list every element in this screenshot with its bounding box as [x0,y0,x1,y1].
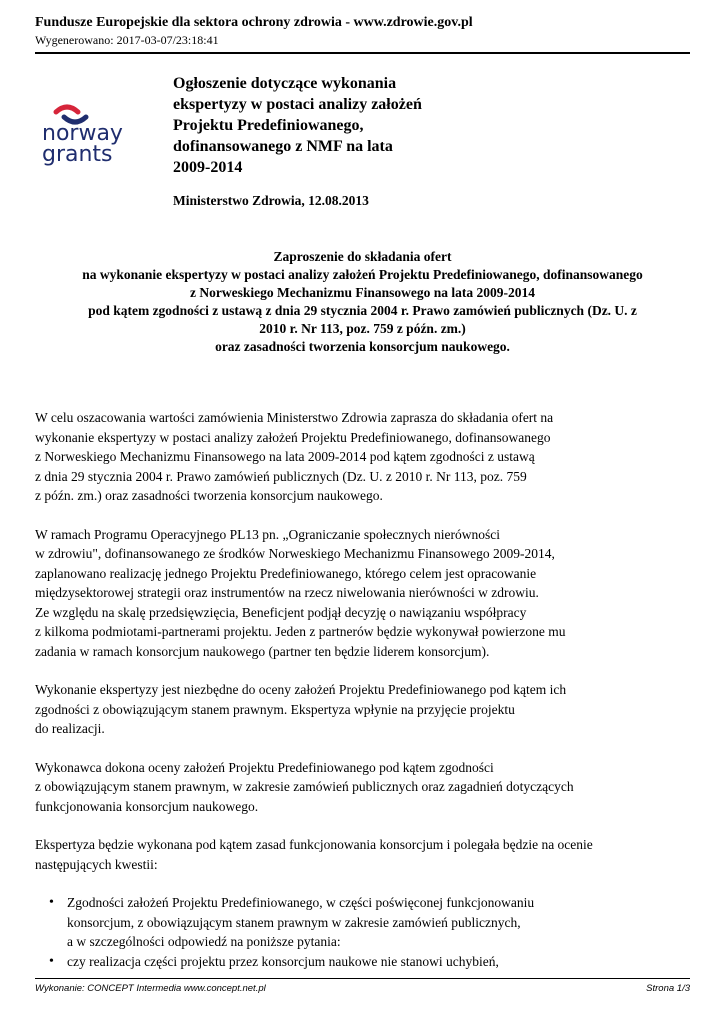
article-title-line: Projektu Predefiniowanego, [173,117,364,134]
text-line: funkcjonowania konsorcjum naukowego. [35,798,259,814]
norway-grants-logo [36,96,148,176]
invitation-heading [35,248,690,356]
text-line: wykonanie ekspertyzy w postaci analizy założeń Projektu Predefiniowanego, dofinansowanego [35,429,551,445]
invitation-line: pod kątem zgodności z ustawą z dnia 29 stycznia 2004 r. Prawo zamówień publicznych (Dz. U. z [88,303,637,318]
logo-word-2: grants [42,142,113,167]
text-line: w zdrowiu", dofinansowanego ze środków Norweskiego Mechanizmu Finansowego 2009-2014, [35,546,555,561]
text-line: konsorcjum, z obowiązującym stanem prawnym w zakresie zamówień publicznych, [67,914,521,930]
text-line: zgodności z obowiązującym stanem prawnym. Ekspertyza wpłynie na przyjęcie projektu [35,701,515,717]
text-line: z Norweskiego Mechanizmu Finansowego na lata 2009-2014 pod kątem zgodności z ustawą [35,449,535,464]
footer-divider [35,978,690,979]
text-line: międzysektorowej strategii oraz instrumentów na rzecz niwelowania nierówności w zdrowiu. [35,585,539,600]
paragraph-scope [35,835,690,874]
article-title-line: ekspertyzy w postaci analizy założeń [173,96,422,113]
scope-bullet-list [35,893,690,971]
text-line: a w szczególności odpowiedź na poniższe pytania: [67,934,341,949]
article-header [173,73,503,209]
text-line: Wykonanie ekspertyzy jest niezbędne do oceny założeń Projektu Predefiniowanego pod kątem ich [35,682,567,697]
article-title [173,73,503,178]
list-item [49,893,690,952]
text-line: z dnia 29 stycznia 2004 r. Prawo zamówień publicznych (Dz. U. z 2010 r. Nr 113, poz. 759 [35,468,527,484]
text-line: do realizacji. [35,721,105,736]
invitation-line: na wykonanie ekspertyzy w postaci analizy założeń Projektu Predefiniowanego, dofinansowanego [82,267,643,282]
generated-timestamp: Wygenerowano: 2017-03-07/23:18:41 [35,33,219,47]
invitation-line: Zaproszenie do składania ofert [273,249,452,264]
text-line: zaplanowano realizację jednego Projektu Predefiniowanego, którego celem jest opracowanie [35,565,537,581]
text-line: W celu oszacowania wartości zamówienia Ministerstwo Zdrowia zaprasza do składania ofert na [35,410,554,425]
footer-credit: Wykonanie: CONCEPT Intermedia www.concept.net.pl [35,983,266,994]
text-line: Ekspertyza będzie wykonana pod kątem zasad funkcjonowania konsorcjum i polegała będzie na ocenie [35,837,593,852]
text-line: zadania w ramach konsorcjum naukowego (partner ten będzie liderem konsorcjum). [35,643,490,659]
article-title-line: 2009-2014 [173,159,243,176]
text-line: • Zgodności założeń Projektu Predefiniowanego, w części poświęconej funkcjonowaniu [67,895,535,910]
article-title-line: dofinansowanego z NMF na lata [173,138,393,155]
list-item [49,952,690,972]
text-line: Wykonawca dokona oceny założeń Projektu Predefiniowanego pod kątem zgodności [35,759,494,775]
header-divider [35,52,690,54]
invitation-line: z Norweskiego Mechanizmu Finansowego na lata 2009-2014 [190,285,535,300]
norway-grants-logo-graphic [36,96,148,176]
article-body [35,408,690,971]
page-header [35,14,690,48]
text-line: z późn. zm.) oraz zasadności tworzenia konsorcjum naukowego. [35,488,383,503]
invitation-line: oraz zasadności tworzenia konsorcjum naukowego. [215,339,510,354]
logo-word-1: norway [42,121,123,146]
paragraph-program [35,525,690,662]
article-title-line: Ogłoszenie dotyczące wykonania [173,75,397,92]
paragraph-purpose [35,680,690,739]
page-number: Strona 1/3 [646,983,690,994]
text-line: z obowiązującym stanem prawnym, w zakresie zamówień publicznych oraz zagadnień dotyczących [35,779,574,794]
paragraph-contractor [35,758,690,817]
text-line: z kilkoma podmiotami-partnerami projektu. Jeden z partnerów będzie wykonywał powierzone mu [35,624,566,639]
article-source-date: Ministerstwo Zdrowia, 12.08.2013 [173,193,369,208]
text-line: następujących kwestii: [35,856,158,872]
text-line: Ze względu na skalę przedsięwzięcia, Beneficjent podjął decyzję o nawiązaniu współpracy [35,604,527,620]
site-title: Fundusze Europejskie dla sektora ochrony zdrowia - www.zdrowie.gov.pl [35,15,473,30]
paragraph-intro [35,408,690,506]
text-line: • czy realizacja części projektu przez konsorcjum naukowe nie stanowi uchybień, [67,953,499,969]
text-line: W ramach Programu Operacyjnego PL13 pn. „Ograniczanie społecznych nierówności [35,526,500,542]
invitation-line: 2010 r. Nr 113, poz. 759 z późn. zm.) [259,321,466,336]
